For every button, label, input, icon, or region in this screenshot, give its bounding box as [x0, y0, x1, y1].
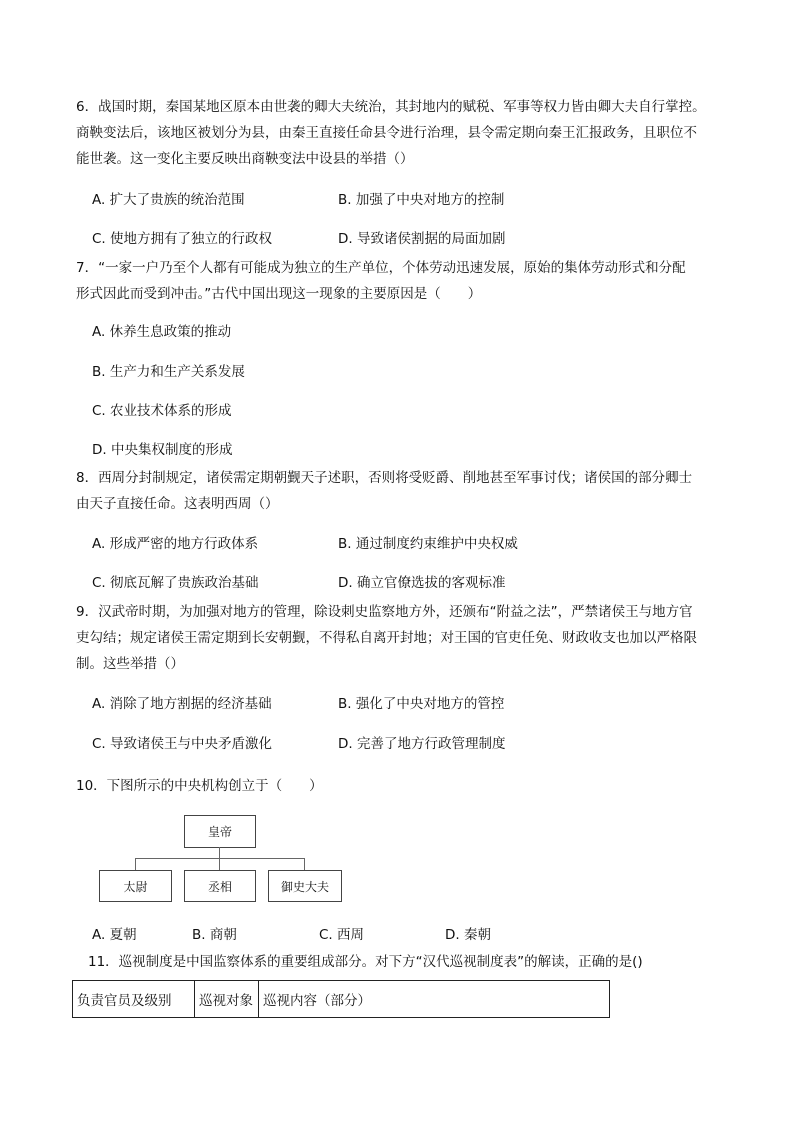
- question-7-stem-line-1: 7．“一家一户乃至个人都有可能成为独立的生产单位，个体劳动迅速发展，原始的集体劳动形式和分配: [76, 260, 686, 276]
- question-8-stem-line-2: 由天子直接任命。这表明西周（）: [76, 496, 279, 512]
- question-8-option-a: A. 形成严密的地方行政体系: [92, 536, 259, 552]
- question-8-option-c: C. 彻底瓦解了贵族政治基础: [92, 575, 259, 591]
- question-11-stem: 11．巡视制度是中国监察体系的重要组成部分。对下方“汉代巡视制度表”的解读，正确的是(): [88, 954, 643, 970]
- connector-horizontal: [135, 858, 305, 859]
- org-box-yushidafu: 御史大夫: [268, 870, 342, 902]
- question-6-option-d: D. 导致诸侯割据的局面加剧: [338, 231, 506, 247]
- org-box-emperor: 皇帝: [184, 815, 256, 848]
- question-10-option-a: A. 夏朝: [92, 927, 137, 943]
- org-box-chengxiang: 丞相: [184, 870, 256, 902]
- connector-right: [304, 858, 305, 870]
- table-header-cell: 巡视对象: [195, 981, 259, 1018]
- question-6-stem-line-1: 6．战国时期，秦国某地区原本由世袭的卿大夫统治，其封地内的赋税、军事等权力皆由卿大夫自行掌控。: [76, 99, 706, 115]
- question-7-option-d: D. 中央集权制度的形成: [92, 442, 233, 458]
- question-7-option-c: C. 农业技术体系的形成: [92, 403, 232, 419]
- question-10-option-c: C. 西周: [319, 927, 365, 943]
- connector-middle: [219, 858, 220, 870]
- question-9-option-b: B. 强化了中央对地方的管控: [338, 696, 505, 712]
- inspection-table: [72, 980, 610, 1018]
- question-9-stem-line-2: 吏勾结；规定诸侯王需定期到长安朝觐，不得私自离开封地；对王国的官吏任免、财政收支也加以严格限: [76, 630, 697, 646]
- question-6-option-c: C. 使地方拥有了独立的行政权: [92, 231, 273, 247]
- question-7-option-a: A. 休养生息政策的推动: [92, 324, 232, 340]
- org-box-taiwei: 太尉: [99, 870, 172, 902]
- connector-left: [135, 858, 136, 870]
- question-9-option-d: D. 完善了地方行政管理制度: [338, 736, 506, 752]
- question-7-stem-line-2: 形式因此而受到冲击。”古代中国出现这一现象的主要原因是（ ）: [76, 286, 482, 302]
- question-10-option-d: D. 秦朝: [445, 927, 491, 943]
- question-8-option-b: B. 通过制度约束维护中央权威: [338, 536, 518, 552]
- table-header-cell: 巡视内容（部分）: [259, 981, 610, 1018]
- question-10-option-b: B. 商朝: [192, 927, 237, 943]
- question-6-stem-line-3: 能世袭。这一变化主要反映出商鞅变法中设县的举措（）: [76, 151, 414, 167]
- question-10-stem: 10．下图所示的中央机构创立于（ ）: [76, 778, 323, 794]
- question-6-stem-line-2: 商鞅变法后，该地区被划分为县，由秦王直接任命县令进行治理，县令需定期向秦王汇报政务，且职位不: [76, 125, 697, 141]
- question-7-option-b: B. 生产力和生产关系发展: [92, 364, 245, 380]
- table-header-cell: 负责官员及级别: [73, 981, 195, 1018]
- question-9-stem-line-3: 制。这些举措（）: [76, 656, 184, 672]
- question-6-option-a: A. 扩大了贵族的统治范围: [92, 192, 245, 208]
- question-9-stem-line-1: 9．汉武帝时期，为加强对地方的管理，除设刺史监察地方外，还颁布“附益之法”，严禁诸侯王与地方官: [76, 604, 693, 620]
- question-8-option-d: D. 确立官僚选拔的客观标准: [338, 575, 506, 591]
- question-8-stem-line-1: 8．西周分封制规定，诸侯需定期朝觐天子述职，否则将受贬爵、削地甚至军事讨伐；诸侯国的部分卿士: [76, 470, 693, 486]
- table-header-row: [73, 981, 610, 1018]
- connector-vertical-top: [219, 847, 220, 858]
- question-9-option-a: A. 消除了地方割据的经济基础: [92, 696, 272, 712]
- question-9-option-c: C. 导致诸侯王与中央矛盾激化: [92, 736, 273, 752]
- question-6-option-b: B. 加强了中央对地方的控制: [338, 192, 505, 208]
